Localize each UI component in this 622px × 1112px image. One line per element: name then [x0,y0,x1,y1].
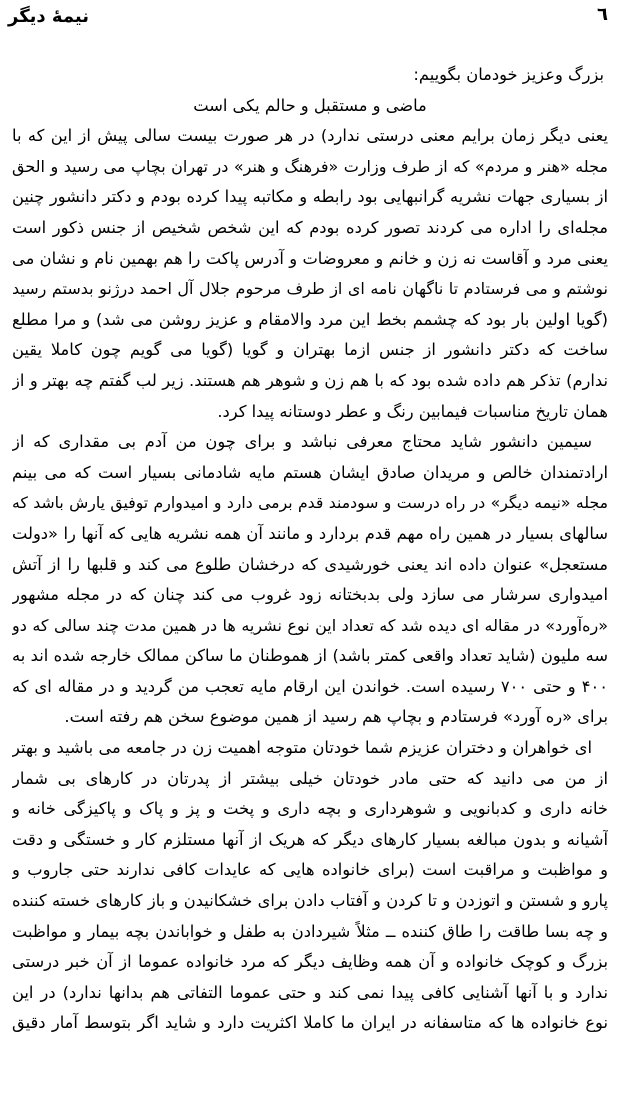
text-line: آشیانه و بدون مبالغه بسیار کارهای دیگر که هریک از آنها مستلزم کار و خستگی و دقت [12,829,608,849]
running-head-title: نیمهٔ دیگر [8,6,90,27]
text-line: ارادتمندان خالص و مریدان صادق ایشان هستم مایه شادمانی بسیار است که می بینم [12,462,608,482]
text-line: نوشتم و می فرستادم تا ناگهان نامه ای از طرف مرحوم جلال آل احمد درژنو بدستم رسید [12,279,608,299]
text-line: سیمین دانشور شاید محتاج معرفی نباشد و برای چون من آدم بی مقداری که از [12,432,592,452]
text-line: ندارم) تذکر هم داده شده بود که با هم زن و شوهر هم هستند. زیر لب گفتم چه بهتر و از [12,370,608,390]
text-line: بزرگ و کوچک خانواده و آن همه وظایف دیگر که مرد خانواده عموما از آن خبر درستی [12,952,608,972]
text-line: همان تاریخ مناسبات فیمابین رنگ و عطر دوستانه پیدا کرد. [217,401,608,421]
text-line: مستعجل» عنوان داده اند یعنی خورشیدی که درخشان طلوع می کند و قلبها را از آتش [12,554,608,574]
text-line: ای خواهران و دختران عزیزم شما خودتان متوجه اهمیت زن در جامعه می باشید و بهتر [12,738,592,758]
text-line: مجله‌ای را اداره می کردند تصور کرده بودم که این شخص شخیص از جنس ذکور است [12,217,608,237]
text-line: برای «ره آورد» فرستادم و بچاپ هم رسید از همین موضوع سخن هم رفته است. [64,707,608,727]
text-line: «ره‌آورد» در مقاله ای دیده شد که تعداد این نوع نشریه ها در همین مدت چند سالی که دو [12,615,608,635]
text-line: سه ملیون (شاید تعداد واقعی کمتر باشد) از هموطنان ما ساکن ممالک خارجه شده اند به [12,646,608,666]
body-text [12,60,608,1039]
text-line: ساخت که دکتر دانشور از جنس ازما بهتران و گویا (گویا می گویم چون کاملا یقین [12,340,608,360]
paragraph-1 [12,121,608,427]
text-line: سالهای بسیار در همین راه مهم قدم بردارد و مانند آن همه نشریه هایی که آنها را «دولت [12,523,608,543]
text-line: خانه داری و کدبانویی و شوهرداری و بچه داری و پخت و پز و پاک و پاکیزگی خانه و [12,799,608,819]
paragraph-3 [12,733,608,1039]
text-line: پارو و شستن و اتوزدن و تا کردن و آفتاب دادن برای خشکانیدن و باز کارهای خسته کننده [12,891,608,911]
text-line: از بسیاری جهات نشریه گرانبهایی بود رابطه و مکاتبه پیدا کرده بودم و دکتر دانشور چنین [12,187,608,207]
text-line: ندارد و با آنها آشنایی کافی پیدا نمی کند و حتی عموما التفاتی هم بدانها ندارد) در این [12,982,608,1002]
text-line: امیدواری سرشار می سازد ولی بدبختانه زود غروب می کند چنان که در مجله مشهور [12,585,608,605]
text-line: و چه بسا طاقت را طاق کننده ــ مثلاً شیردادن به طفل و خواباندن بچه بیمار و مواظبت [12,921,608,941]
intro-line: بزرگ وعزیز خودمان بگوییم: [413,65,604,84]
text-line: (گویا اولین بار بود که چشمم بخط این مرد والامقام و عزیز روشن می شد) و مرا مطلع [12,309,608,329]
page-number: ٦ [597,4,608,25]
running-head [8,4,608,36]
text-line: ۴۰۰ و حتی ۷۰۰ رسیده است. خواندن این ارقام مایه تعجب من گردید و در مقاله ای که [12,676,608,696]
text-line: از من می دانید که حتی مادر خودتان خیلی بیشتر از پدرتان در کارهای بی شمار [12,768,608,788]
text-line: یعنی مرد و آقاست نه زن و خانم و معروضات و آدرس پاکت را هم بهمین نام و نشان می [12,248,608,268]
verse-quote: ماضی و مستقبل و حالم یکی است [193,95,427,115]
paragraph-2 [12,427,608,733]
text-line: مجله «هنر و مردم» که از طرف وزارت «فرهنگ و هنر» در تهران بچاپ می رسید و الحق [12,156,608,176]
text-line: و مواظبت و مراقبت است (برای خانواده هایی که عایدات کافی ندارند حتی جاروب و [12,860,608,880]
text-line: نوع خانواده ها که متاسفانه در ایران ما کاملا اکثریت دارد و شاید اگر بتوسط آمار دقیق [12,1013,608,1033]
text-line: یعنی دیگر زمان برایم معنی درستی ندارد) در هر صورت بیست سالی پیش از این که با [12,126,608,146]
text-line: مجله «نیمه دیگر» در راه درست و سودمند قدم برمی دارد و امیدوارم توفیق یارش باشد که [12,493,608,513]
